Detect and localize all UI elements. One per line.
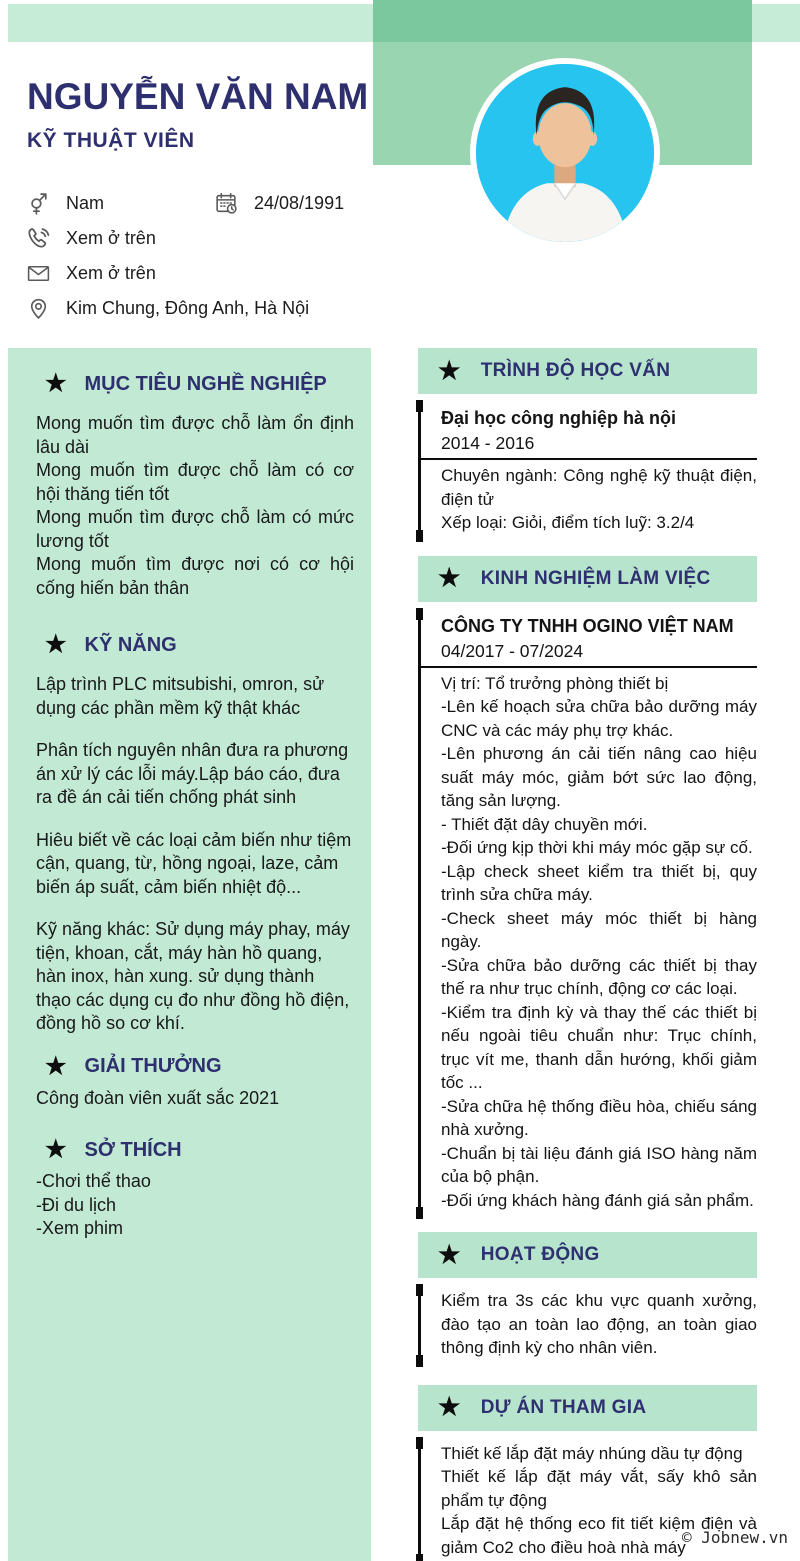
gender-icon [25,190,52,217]
section-header-skills [8,633,371,657]
experience-detail-line: -Đối ứng kịp thời khi máy móc gặp sự cố. [441,838,753,857]
experience-detail-line: -Check sheet máy móc thiết bị hàng ngày. [441,908,757,951]
project-detail-line: Thiết kế lắp đặt máy vắt, sấy khô sản phẩm tự động [441,1467,757,1510]
activities-entry [418,1287,757,1364]
star-icon: ★ [45,1052,67,1080]
section-header-experience [418,556,757,602]
education-detail-line: Chuyên ngành: Công nghệ kỹ thuật điện, điện tử [441,466,757,509]
objective-line: Mong muốn tìm được chỗ làm ổn định lâu dài [36,413,354,457]
project-detail-line: Lắp đặt hệ thống eco fit tiết kiệm điện và giảm Co2 cho điều hoà nhà máy [441,1514,757,1557]
skills-paragraph: Kỹ năng khác: Sử dụng máy phay, máy tiện, khoan, cắt, máy hàn hồ quang, hàn inox, hàn xung. sử dụng thành thạo các dụng cụ đo như đồng hồ điện, đồng hồ so cơ khí. [36,919,350,1033]
experience-detail-line: -Đối ứng khách hàng đánh giá sản phẩm. [441,1190,754,1210]
section-header-awards [8,1052,371,1080]
star-icon: ★ [438,1393,461,1421]
section-header-hobbies [8,1138,371,1162]
star-icon: ★ [45,370,67,397]
info-row-address [25,291,455,326]
candidate-name: NGUYỄN VĂN NAM [27,76,369,117]
address-value: Kim Chung, Đông Anh, Hà Nội [66,298,310,318]
watermark: © Jobnew.vn [682,1528,788,1547]
education-period: 2014 - 2016 [441,433,535,453]
hobby-line: -Xem phim [36,1218,124,1238]
job-title: KỸ THUẬT VIÊN [27,129,195,152]
skills-text [8,673,371,1036]
company-name: CÔNG TY TNHH OGINO VIỆT NAM [441,615,734,636]
star-icon: ★ [438,1240,461,1269]
birthday-field [213,190,344,217]
experience-detail-line: -Chuẩn bị tài liệu đánh giá ISO hàng năm của bộ phận. [441,1143,757,1186]
avatar [470,58,660,248]
experience-detail-line: -Kiểm tra định kỳ và thay thế các thiết bị nếu ngoài tiêu chuẩn như: Trục chính, trục vít me, thanh dẫn hướng, khối giảm tốc ... [441,1002,757,1092]
experience-detail-line: Vị trí: Tổ trưởng phòng thiết bị [441,673,669,693]
section-title-projects: DỰ ÁN THAM GIA [480,1396,647,1418]
activities-details [441,1289,757,1360]
experience-detail-line: -Lên phương án cải tiến nâng cao hiệu suất máy móc, giảm bớt sức lao động, tăng sản lượng. [441,744,757,810]
info-row-email [25,256,455,291]
experience-detail-line: -Lên kế hoạch sửa chữa bảo dưỡng máy CNC và các máy phụ trợ khác. [441,697,757,740]
skills-paragraph: Lập trình PLC mitsubishi, omron, sử dụng các phần mềm kỹ thật khác [36,674,325,718]
personal-info [25,186,455,326]
entry-divider [421,458,757,460]
info-row-phone [25,221,455,256]
email-value: Xem ở trên [66,263,156,283]
entry-divider [421,666,757,668]
hobby-line: -Đi du lịch [36,1194,117,1215]
section-header-education [418,348,757,394]
experience-entry [418,611,757,1217]
experience-detail-line: -Lập check sheet kiểm tra thiết bị, quy trình sửa chữa máy. [441,861,757,904]
skills-paragraph: Phân tích nguyên nhân đưa ra phương án xử lý các lỗi máy.Lập báo cáo, đưa ra đề án cải tiến chống phát sinh [36,740,349,807]
objective-line: Mong muốn tìm được chỗ làm có mức lương tốt [36,507,354,551]
gender-value: Nam [66,193,105,213]
section-title-hobbies: SỞ THÍCH [84,1138,182,1161]
hobbies-text [8,1170,371,1241]
email-field [25,260,156,287]
education-detail-line: Xếp loại: Giỏi, điểm tích luỹ: 3.2/4 [441,513,695,532]
skills-paragraph: Hiêu biết về các loại cảm biến như tiệm cận, quang, từ, hồng ngoại, laze, cảm biến áp suất, cảm biến nhiệt độ... [36,829,352,897]
section-title-objective: MỤC TIÊU NGHỀ NGHIỆP [84,372,327,395]
right-column [418,348,757,1561]
section-title-activities: HOẠT ĐỘNG [480,1244,600,1265]
project-detail-line: Thiết kế lắp đặt máy nhúng dầu tự động [441,1443,743,1463]
section-header-activities [418,1232,757,1278]
award-line: Công đoàn viên xuất sắc 2021 [36,1087,280,1108]
school-name: Đại học công nghiệp hà nội [441,408,677,428]
experience-detail-line: - Thiết đặt dây chuyền mới. [441,814,648,834]
birthday-value: 24/08/1991 [254,193,345,213]
activity-detail-line: Kiểm tra 3s các khu vực quanh xưởng, đào tạo an toàn lao động, an toàn giao thông định kỳ cho nhân viên. [441,1291,757,1357]
star-icon: ★ [438,356,461,385]
top-right-dark-block [373,0,752,42]
location-pin-icon [25,295,52,322]
experience-detail-line: -Sửa chữa bảo dưỡng các thiết bị thay thế ra như trục chính, động cơ các loại. [441,955,757,998]
left-sidebar [8,348,371,1561]
profile-photo-placeholder [476,64,654,242]
objective-text [8,412,371,600]
calendar-icon [213,190,240,217]
experience-detail-line: -Sửa chữa hệ thống điều hòa, chiếu sáng nhà xưởng. [441,1096,757,1139]
phone-icon [25,225,52,252]
experience-period: 04/2017 - 07/2024 [441,640,584,661]
phone-value: Xem ở trên [66,228,156,248]
objective-line: Mong muốn tìm được nơi có cơ hội cống hiến bản thân [36,554,354,598]
star-icon: ★ [45,631,67,658]
education-details [441,464,757,535]
section-title-skills: KỸ NĂNG [84,633,177,656]
hobby-line: -Chơi thể thao [36,1171,151,1191]
awards-text [8,1087,371,1111]
education-entry [418,403,757,539]
star-icon: ★ [45,1136,67,1163]
info-row-gender-birthday [25,186,455,221]
section-title-experience: KINH NGHIỆM LÀM VIỆC [480,567,711,589]
section-title-awards: GIẢI THƯỞNG [84,1055,222,1077]
envelope-icon [25,260,52,287]
star-icon: ★ [438,564,461,592]
section-title-education: TRÌNH ĐỘ HỌC VẤN [480,360,671,381]
address-field [25,295,309,322]
section-header-projects [418,1385,757,1431]
phone-field [25,225,156,252]
gender-field [25,190,213,217]
section-header-objective [8,372,371,396]
objective-line: Mong muốn tìm được chỗ làm có cơ hội thăng tiến tốt [36,460,354,504]
experience-details [441,672,757,1213]
